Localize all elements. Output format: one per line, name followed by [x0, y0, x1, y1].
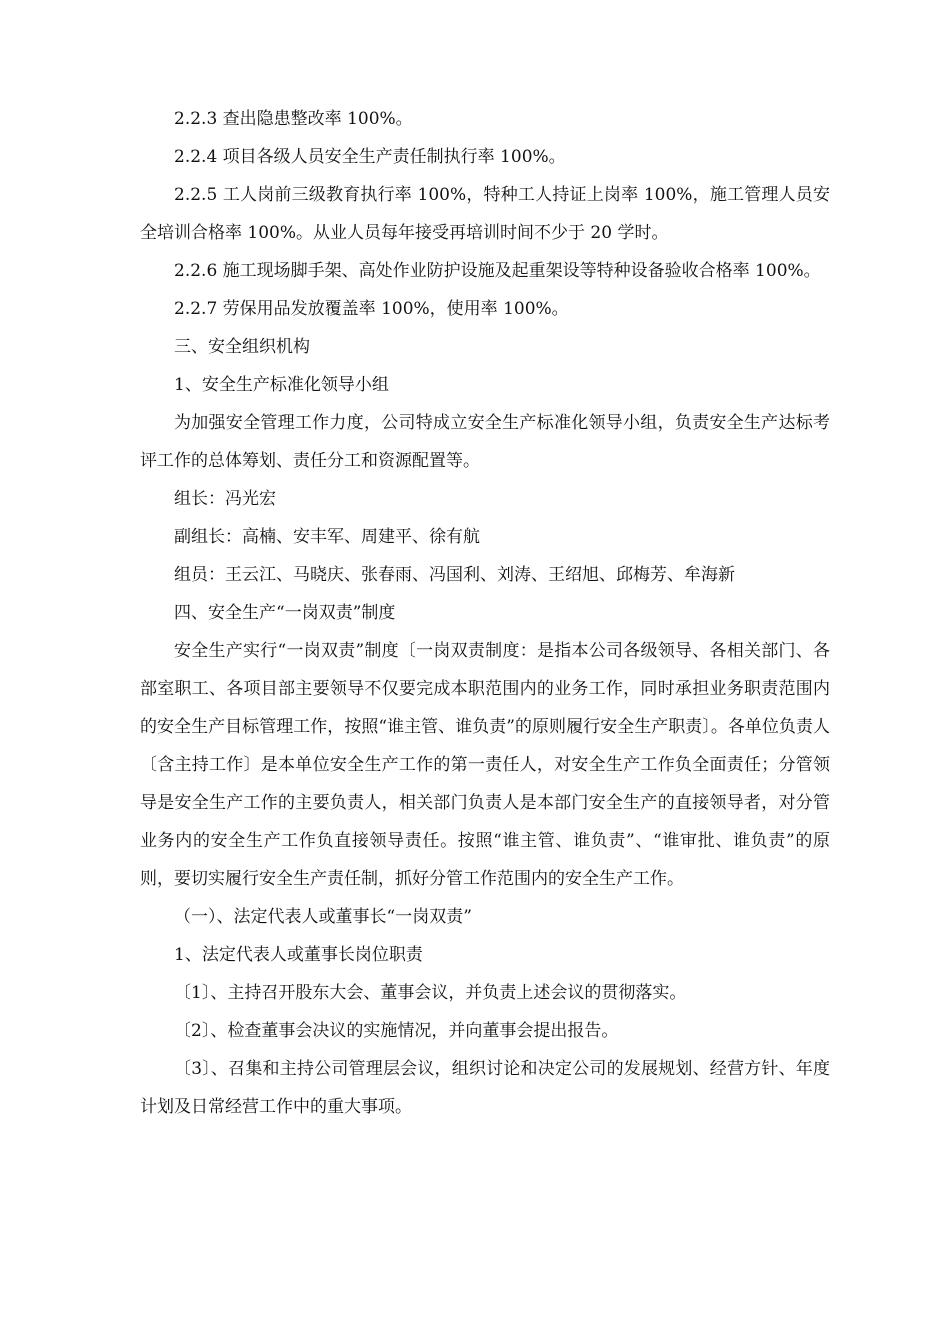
subsection-heading-legal-rep-duties: 1、法定代表人或董事长岗位职责	[174, 945, 423, 965]
paragraph-2-2-3: 2.2.3 查出隐患整改率 100%。	[174, 109, 413, 129]
paragraph-2-2-7: 2.2.7 劳保用品发放覆盖率 100%，使用率 100%。	[174, 299, 569, 319]
duty-item-3: 〔3〕、召集和主持公司管理层会议，组织讨论和决定公司的发展规划、经营方针、年度计划及日常经营工作中的重大事项。	[140, 1059, 830, 1117]
document-body	[140, 100, 830, 1126]
subsection-heading-legal-rep: （一）、法定代表人或董事长“一岗双责”	[174, 907, 472, 927]
paragraph-dual-responsibility: 安全生产实行“一岗双责”制度〔一岗双责制度：是指本公司各级领导、各相关部门、各部室职工、各项目部主要领导不仅要完成本职范围内的业务工作，同时承担业务职责范围内的安全生产目标管理工作，按照“谁主管、谁负责”的原则履行安全生产职责〕。各单位负责人〔含主持工作〕是本单位安全生产工作的第一责任人，对安全生产工作负全面责任；分管领导是安全生产工作的主要负责人，相关部门负责人是本部门安全生产的直接领导者，对分管业务内的安全生产工作负直接领导责任。按照“谁主管、谁负责”、“谁审批、谁负责”的原则，要切实履行安全生产责任制，抓好分管工作范围内的安全生产工作。	[140, 641, 830, 889]
paragraph-2-2-4: 2.2.4 项目各级人员安全生产责任制执行率 100%。	[174, 147, 566, 167]
paragraph-2-2-6: 2.2.6 施工现场脚手架、高处作业防护设施及起重架设等特种设备验收合格率 100%。	[174, 261, 821, 281]
duty-item-2: 〔2〕、检查董事会决议的实施情况，并向董事会提出报告。	[174, 1021, 619, 1041]
group-leader: 组长：冯光宏	[174, 489, 276, 509]
duty-item-1: 〔1〕、主持召开股东大会、董事会议，并负责上述会议的贯彻落实。	[174, 983, 687, 1003]
subsection-heading-leadership-group: 1、安全生产标准化领导小组	[174, 375, 389, 395]
paragraph-leadership-group: 为加强安全管理工作力度，公司特成立安全生产标准化领导小组，负责安全生产达标考评工作的总体筹划、责任分工和资源配置等。	[140, 413, 830, 471]
group-members: 组员：王云江、马晓庆、张春雨、冯国利、刘涛、王绍旭、邱梅芳、牟海新	[174, 565, 735, 585]
paragraph-2-2-5: 2.2.5 工人岗前三级教育执行率 100%，特种工人持证上岗率 100%，施工管理人员安全培训合格率 100%。从业人员每年接受再培训时间不少于 20 学时。	[140, 185, 830, 243]
deputy-group-leaders: 副组长：高楠、安丰军、周建平、徐有航	[174, 527, 480, 547]
section-heading-3: 三、安全组织机构	[174, 337, 310, 357]
section-heading-4: 四、安全生产“一岗双责”制度	[174, 603, 396, 623]
